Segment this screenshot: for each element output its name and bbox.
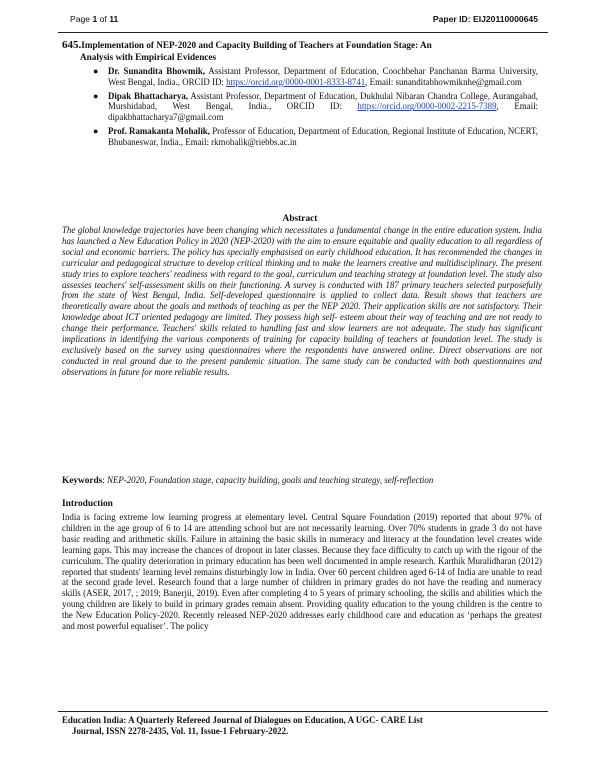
bullet-icon: ●: [93, 125, 99, 136]
footer-line-1: Education India: A Quarterly Refereed Journal of Dialogues on Education, A UGC- CARE List: [62, 715, 423, 725]
author-list: [90, 66, 538, 151]
title-line-1: Implementation of NEP-2020 and Capacity Building of Teachers at Foundation Stage: An: [81, 40, 432, 50]
author-email: , Email: dipakbhattacharya7@gmail.com: [108, 101, 538, 123]
author-name: Prof. Ramakanta Mohalik,: [108, 125, 210, 136]
author-name: Dr. Sunandita Bhowmik,: [108, 66, 205, 76]
introduction-text: India is facing extreme low learning progress at elementary level. Central Square Foundation (2019) reported that about 97% of children in the age group of 6 to 14 are attending school but are not necessarily learning. Over 70% students in grade 3 do not have basic reading and arithmetic skills. Failure in attaining the basic skills in numeracy and literacy at the foundation level creates wide learning gaps. This may increase the chances of dropout in later classes. Because they face difficulty to catch up with the rigour of the curriculum. The quality deterioration in primary education has been well documented in ample research. Karthik Muralidharan (2012) reported that students' learning level remains disturbingly low in India. Over 60 percent children aged 6-14 of India are unable to read at the second grade level. Research found that a large number of children in primary grades do not have the reading and numeracy skills (ASER, 2017, ; 2019; Banerjii, 2019). Even after completing 4 to 5 years of primary schooling, the skills and abilities which the young children are likely to build in primary grades remain absent. Providing quality education to the young children is the centre to the New Education Policy-2020. Recently released NEP-2020 addresses early childhood care and education as ‘perhaps the greatest and most powerful equaliser’. The policy: [62, 512, 542, 632]
paper-title: [62, 40, 546, 63]
author-details: Assistant Professor, Department of Education, Coochbehar Panchanan Barma University, West Bengal, India., ORCID ID:: [108, 66, 538, 87]
author-item: [90, 91, 538, 123]
page-header: [70, 14, 538, 28]
author-name: Dipak Bhattacharya,: [108, 90, 189, 101]
footer-divider: [58, 711, 548, 712]
journal-footer: [62, 715, 542, 737]
bullet-icon: ●: [93, 66, 99, 76]
title-line-2: Analysis with Empirical Evidences: [80, 51, 217, 62]
introduction-heading: Introduction: [62, 499, 113, 509]
keywords-label: Keywords: [62, 476, 103, 486]
author-item: [90, 66, 538, 88]
keywords: [62, 475, 542, 487]
page-indicator: Page 1 of 11: [70, 14, 119, 24]
author-details: Assistant Professor, Department of Education, Dukhulal Nibaran Chandra College, Aurangabad, Murshidabad, West Bengal, India., ORCID ID:: [108, 90, 539, 112]
orcid-link[interactable]: https://orcid.org/0000-0001-8333-8741: [226, 76, 366, 87]
author-item: [90, 126, 538, 148]
abstract-heading: Abstract: [282, 214, 318, 224]
footer-line-2: Journal, ISSN 2278-2435, Vol. 11, Issue-1 February-2022.: [72, 725, 289, 736]
author-email: , Email: sunanditabhowmiknhe@gmail.com: [365, 76, 522, 87]
keywords-separator: :: [102, 475, 107, 485]
paper-number: 645.: [62, 39, 82, 51]
keywords-text: NEP-2020, Foundation stage, capacity building, goals and teaching strategy, self-reflection: [106, 475, 434, 485]
bullet-icon: ●: [93, 90, 99, 101]
paper-id: Paper ID: EIJ20110000645: [432, 14, 538, 24]
orcid-link[interactable]: https://orcid.org/0000-0002-2215-7389: [357, 101, 497, 112]
author-details: Professor of Education, Department of Education, Regional Institute of Education, NCERT, Bhubaneswar, India., Email: rkmohalik@riebbs.ac.in: [108, 125, 538, 147]
abstract-text: The global knowledge trajectories have been changing which necessitates a fundamental change in the entire education system. India has launched a New Education Policy in 2020 (NEP-2020) with the aim to ensure equitable and quality education to all regardless of social and economic barriers. The policy has specially emphasised on early childhood education. It has recommended the changes in curricular and pedagogical structure to develop critical thinking and to make the learners creative and multidisciplinary. The present study tries to explore teachers' readiness with regard to the goal, curriculum and teaching strategy at foundation level. The study also assesses teachers' self-assessment skills on their functioning. A survey is conducted with 187 primary teachers selected purposefully from the state of West Bengal, India. Self-developed questionnaire is applied to collect data. Result shows that teachers are theoretically aware about the goals and methods of teaching as per the NEP 2020. Their application skills are not satisfactory. Their knowledge about ICT oriented pedagogy are limited. They possess high self- esteem about their way of teaching and are not ready to change their performance. Teachers' skills related to handling fast and slow learners are not adequate. The study has significant implications in identifying the various components of training for capacity building of teachers at foundation level. The study is exclusively based on the survey using questionnaires where the respondents have answered online. Direct observations are not conducted in real ground due to the present pandemic situation. The same study can be conducted with both questionnaires and observations in future for more reliable results.: [62, 225, 542, 377]
